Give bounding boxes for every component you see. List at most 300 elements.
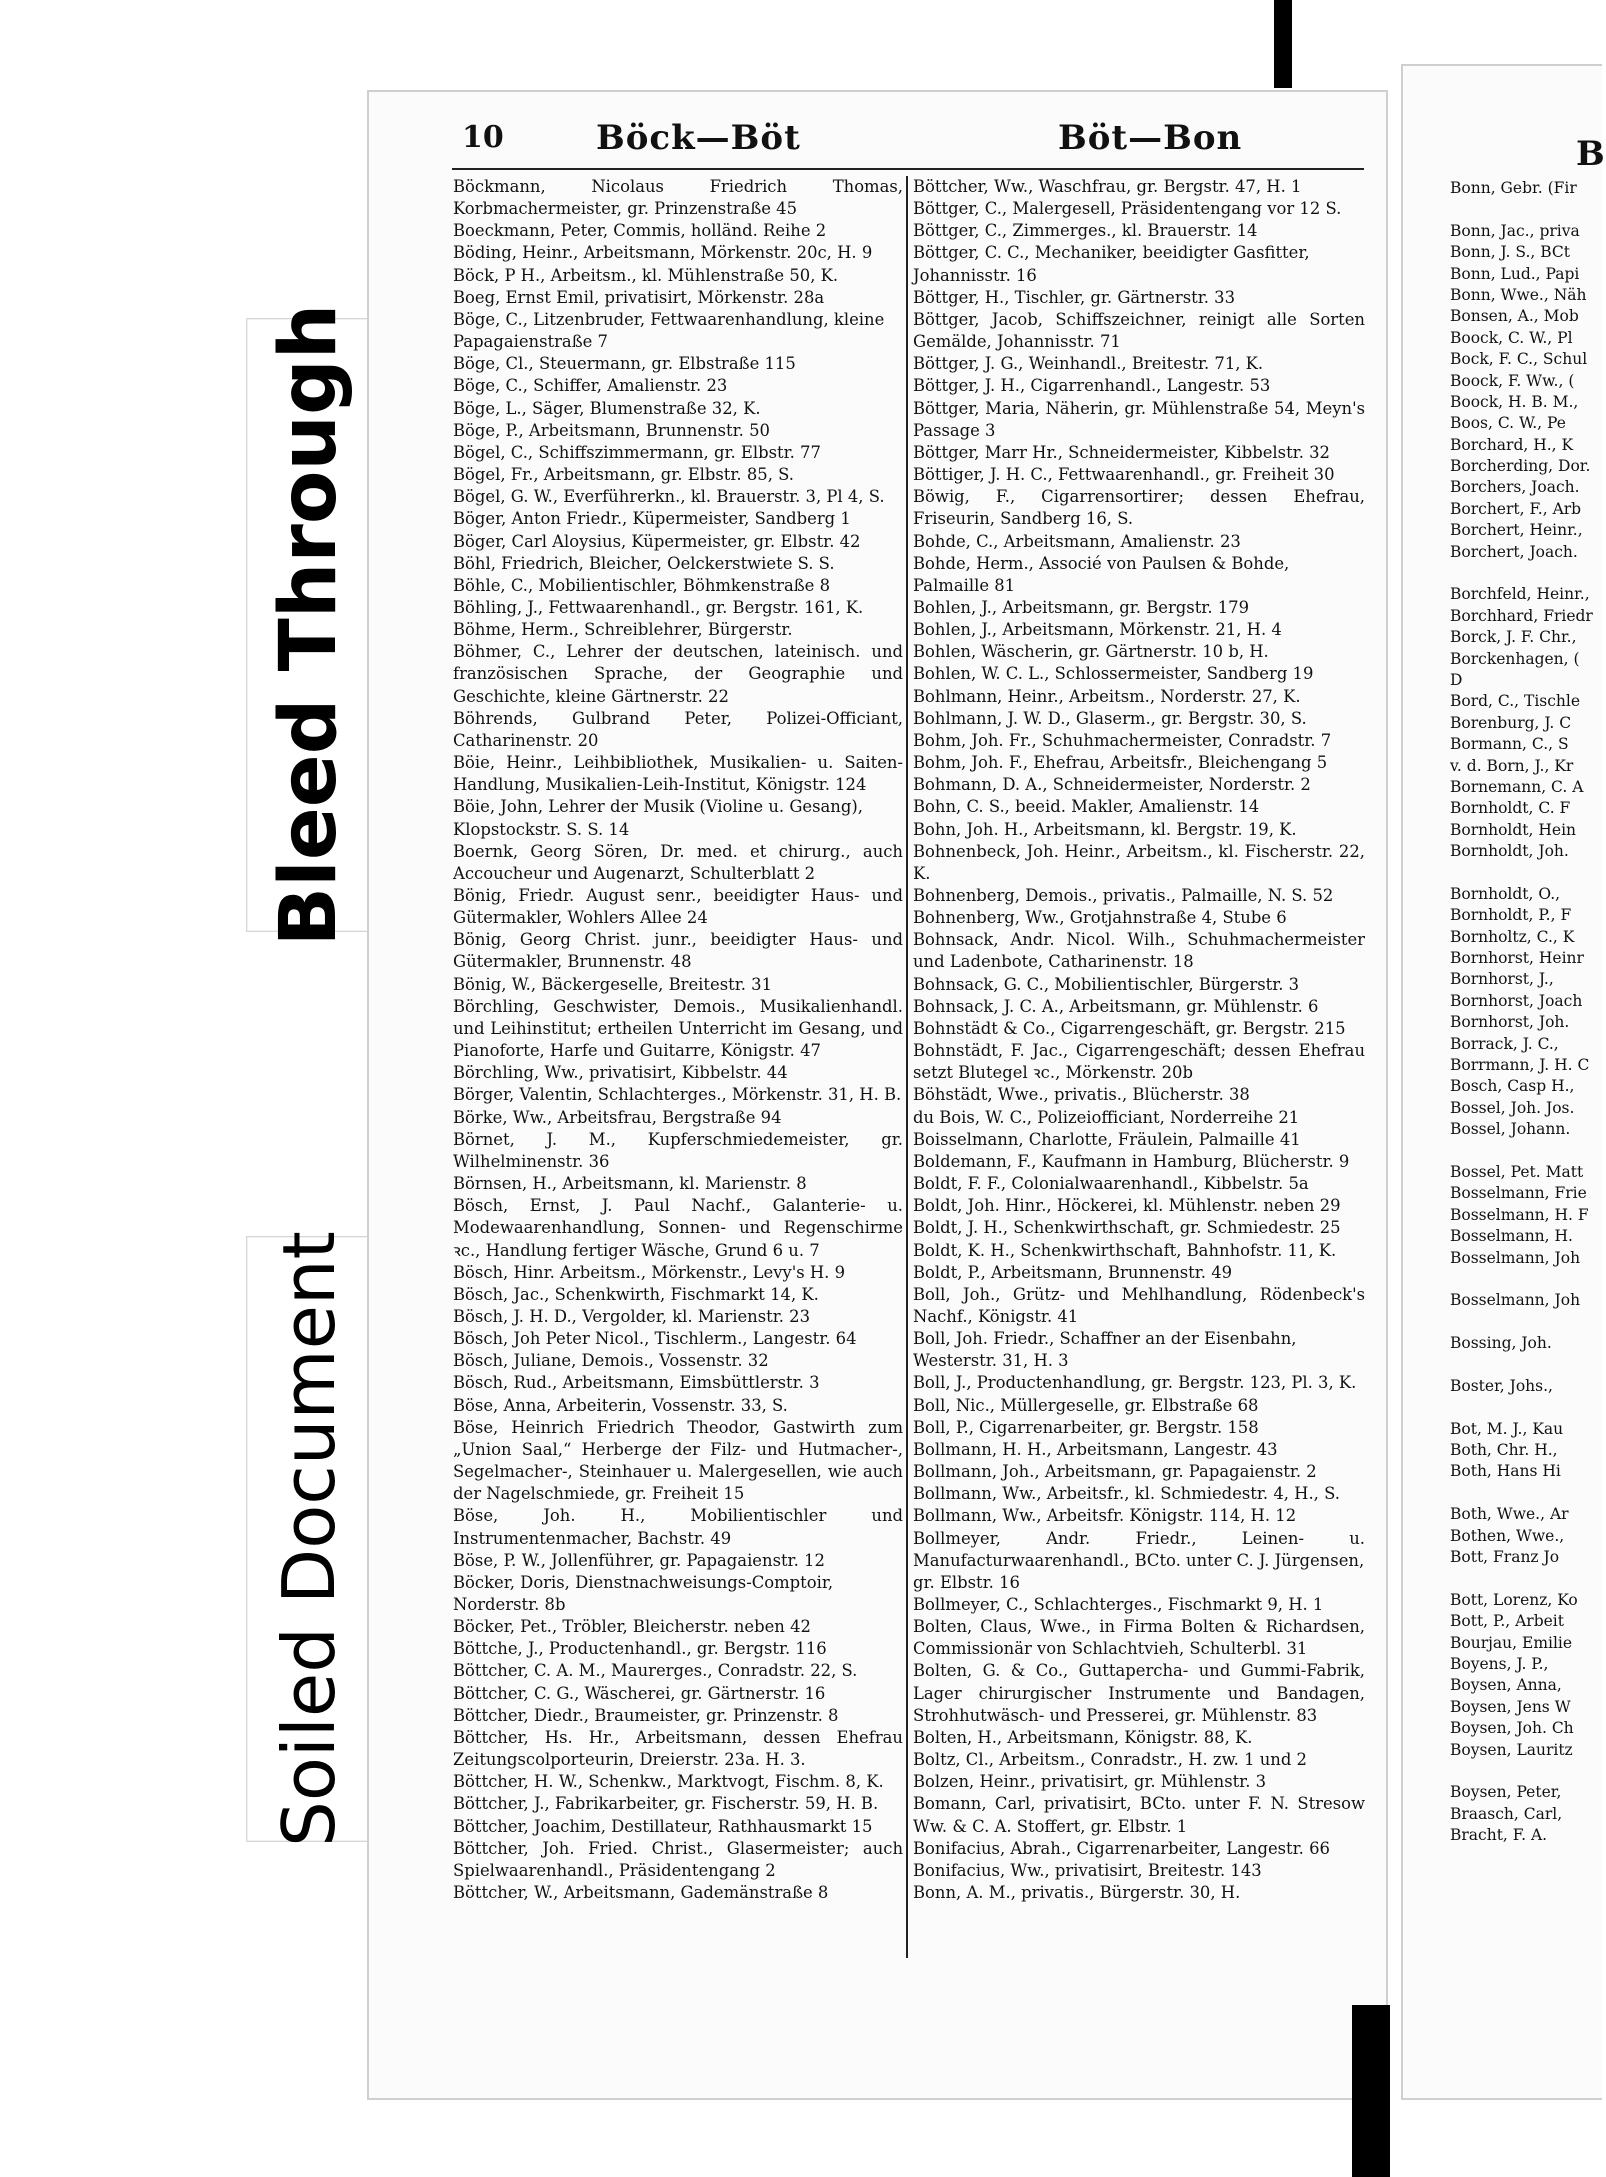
directory-entry [913, 974, 1365, 996]
truncated-entry: Bornholdt, P., F [1450, 906, 1572, 925]
truncated-entry: Bornhorst, Joach [1450, 991, 1583, 1010]
directory-entry [913, 907, 1365, 929]
entry-text: Bohlen, W. C. L., Schlossermeister, Sandberg 19 [913, 664, 1314, 684]
directory-entry [453, 309, 903, 331]
truncated-entry: Bornhorst, Heinr [1450, 949, 1584, 968]
directory-entry [913, 996, 1365, 1018]
entry-text: Böhle, C., Mobilientischler, Böhmkenstraße 8 [453, 575, 831, 595]
directory-entry [913, 1129, 1365, 1151]
directory-entry [453, 531, 903, 553]
truncated-entry: Bornhorst, J., [1450, 970, 1554, 989]
directory-column-middle [913, 176, 1365, 1958]
entry-text: Böttcher, Joh. Fried. Christ., Glasermeister; auch Spielwaarenhandl., Präsidentengang 2 [453, 1838, 903, 1880]
entry-text: Böwig, F., Cigarrensortirer; dessen Ehefrau, Friseurin, Sandberg 16, S. [913, 487, 1365, 529]
entry-text: Bolten, Claus, Wwe., in Firma Bolten & Richardsen, Commissionär von Schlachtvieh, Schulterbl. 31 [913, 1617, 1365, 1659]
truncated-entry: Boysen, Anna, [1450, 1676, 1562, 1695]
entry-text: Böse, Heinrich Friedrich Theodor, Gastwirth zum „Union Saal,“ Herberge der Filz- und Hutmacher-, Segelmacher-, Steinhauer u. Malergesellen, wie auch der Nagelschmiede, gr. Freiheit 15 [453, 1417, 903, 1504]
directory-entry [453, 1372, 903, 1394]
directory-entry [913, 220, 1365, 242]
entry-text: Böge, L., Säger, Blumenstraße 32, K. [453, 398, 761, 418]
truncated-entry: Bott, Franz Jo [1450, 1548, 1560, 1566]
directory-entry [913, 1262, 1365, 1284]
entry-text: Börger, Valentin, Schlachterges., Mörkenstr. 31, H. B. [453, 1085, 902, 1105]
entry-text: Böge, Cl., Steuermann, gr. Elbstraße 115 [453, 354, 796, 374]
column-divider [906, 176, 908, 1958]
entry-text: Böttcher, C. G., Wäscherei, gr. Gärtnerstr. 16 [453, 1683, 826, 1703]
entry-text: Bönig, Friedr. August senr., beeidigter Haus- und Gütermakler, Wohlers Allee 24 [453, 886, 903, 928]
directory-entry [913, 464, 1365, 486]
directory-entry [913, 1328, 1365, 1350]
entry-text: Böttger, Marr Hr., Schneidermeister, Kibbelstr. 32 [913, 442, 1330, 462]
directory-entry [913, 1461, 1365, 1483]
entry-text: Böttiger, J. H. C., Fettwaarenhandl., gr. Freiheit 30 [913, 465, 1335, 485]
directory-entry [453, 1550, 903, 1572]
entry-text: Bolten, H., Arbeitsmann, Königstr. 88, K. [913, 1727, 1253, 1747]
truncated-entry [1450, 1141, 1600, 1162]
running-head-next-page: B [1576, 134, 1606, 174]
truncated-entry: Both, Hans Hi [1450, 1462, 1561, 1481]
directory-entry [913, 242, 1365, 264]
truncated-entry: Borcherding, Dor. [1450, 457, 1591, 476]
truncated-entry: Bossel, Joh. Jos. [1450, 1098, 1575, 1117]
directory-entry [453, 1262, 903, 1284]
truncated-entry: Boysen, Joh. Ch [1450, 1719, 1574, 1738]
entry-text: Boldemann, F., Kaufmann in Hamburg, Blücherstr. 9 [913, 1151, 1350, 1171]
directory-entry [913, 398, 1365, 442]
directory-entry [453, 1129, 903, 1173]
truncated-entry: Borchhard, Friedr [1450, 606, 1593, 625]
truncated-entry: Bothen, Wwe., [1450, 1526, 1565, 1545]
directory-entry [913, 796, 1365, 818]
truncated-entry: Bossel, Pet. Matt [1450, 1162, 1584, 1181]
directory-entry [453, 619, 903, 641]
truncated-entry: Bornholdt, Joh. [1450, 842, 1569, 861]
entry-text: Bösch, Jac., Schenkwirth, Fischmarkt 14, K. [453, 1284, 819, 1304]
directory-entry [453, 1638, 903, 1660]
directory-entry [453, 1683, 903, 1705]
entry-text: Böhme, Herm., Schreiblehrer, Bürgerstr. [453, 620, 793, 640]
entry-text: Bohde, C., Arbeitsmann, Amalienstr. 23 [913, 531, 1241, 551]
truncated-entry: v. d. Born, J., Kr [1450, 756, 1574, 775]
truncated-entry: Bormann, C., S [1450, 735, 1569, 754]
entry-text: Böttger, J. G., Weinhandl., Breitestr. 71, K. [913, 354, 1264, 374]
directory-entry [913, 819, 1365, 841]
truncated-entry: Bossing, Joh. [1450, 1334, 1552, 1353]
directory-entry [453, 420, 903, 442]
entry-text: Böck, P H., Arbeitsm., kl. Mühlenstraße 50, K. [453, 265, 839, 285]
entry-text: Böttche, J., Productenhandl., gr. Bergstr. 116 [453, 1639, 827, 1659]
truncated-entry [1450, 1483, 1600, 1504]
entry-text: Böttcher, Ww., Waschfrau, gr. Bergstr. 47, H. 1 [913, 177, 1302, 196]
directory-entry [453, 974, 903, 996]
entry-text: Böse, P. W., Jollenführer, gr. Papagaienstr. 12 [453, 1550, 825, 1570]
entry-text: Boldt, Joh. Hinr., Höckerei, kl. Mühlenstr. neben 29 [913, 1196, 1341, 1216]
entry-text: Böttger, C., Zimmerges., kl. Brauerstr. 14 [913, 221, 1258, 241]
truncated-entry: Bosselmann, H. F [1450, 1205, 1589, 1224]
entry-text: Bohn, Joh. H., Arbeitsmann, kl. Bergstr. 19, K. [913, 819, 1297, 839]
directory-entry [453, 1660, 903, 1682]
directory-entry [453, 1107, 903, 1129]
truncated-entry: Borchard, H., K [1450, 435, 1574, 454]
entry-text: Bonn, A. M., privatis., Bürgerstr. 30, H. [913, 1883, 1241, 1903]
entry-text: Boisselmann, Charlotte, Fräulein, Palmaille 41 [913, 1129, 1301, 1149]
directory-entry [913, 1217, 1365, 1239]
truncated-entry: Bonn, Gebr. (Fir [1450, 179, 1577, 197]
truncated-entry [1450, 563, 1600, 584]
running-head-left: Böck—Böt [596, 118, 801, 158]
entry-continuation: Klopstockstr. S. S. 14 [453, 819, 630, 839]
entry-text: Boll, P., Cigarrenarbeiter, gr. Bergstr. 158 [913, 1417, 1259, 1437]
directory-entry [913, 375, 1365, 397]
entry-text: Böge, C., Litzenbruder, Fettwaarenhandlung, kleine [453, 309, 885, 329]
entry-text: Börchling, Geschwister, Demois., Musikalienhandl. und Leihinstitut; ertheilen Unterricht im Gesang, und Pianoforte, Harfe und Guitarre, Königstr. 47 [453, 996, 903, 1061]
header-rule [452, 168, 1364, 170]
directory-entry [453, 996, 903, 1062]
truncated-entry: Bornemann, C. A [1450, 777, 1584, 796]
directory-entry [453, 1173, 903, 1195]
truncated-entry: Bonn, Jac., priva [1450, 221, 1580, 240]
directory-entry [453, 1838, 903, 1882]
truncated-entry: Borckenhagen, ( [1450, 649, 1580, 668]
directory-entry [453, 287, 903, 309]
entry-text: Böttcher, H. W., Schenkw., Marktvogt, Fischm. 8, K. [453, 1772, 884, 1792]
entry-text: Böhling, J., Fettwaarenhandl., gr. Bergstr. 161, K. [453, 597, 864, 617]
directory-entry [453, 353, 903, 375]
directory-entry [913, 1594, 1365, 1616]
truncated-entry: Bock, F. C., Schul [1450, 350, 1588, 369]
bleed-through-tab [246, 303, 372, 947]
entry-text: Böttger, H., Tischler, gr. Gärtnerstr. 33 [913, 287, 1236, 307]
entry-continuation: Norderstr. 8b [453, 1595, 566, 1614]
directory-entry [913, 885, 1365, 907]
truncated-entry: Borck, J. F. Chr., [1450, 628, 1577, 647]
entry-text: Bönig, W., Bäckergeselle, Breitestr. 31 [453, 974, 773, 994]
entry-text: Böge, P., Arbeitsmann, Brunnenstr. 50 [453, 420, 770, 440]
entry-text: Bohm, Joh. Fr., Schuhmachermeister, Conradstr. 7 [913, 730, 1332, 750]
entry-text: Böie, John, Lehrer der Musik (Violine u. Gesang), [453, 797, 863, 817]
truncated-entry: Bonn, J. S., BCt [1450, 243, 1571, 262]
entry-text: Boll, J., Productenhandlung, gr. Bergstr. 123, Pl. 3, K. [913, 1373, 1357, 1393]
truncated-entry: Braasch, Carl, [1450, 1804, 1563, 1823]
directory-entry [453, 1771, 903, 1793]
truncated-entry: Borrack, J. C., [1450, 1034, 1559, 1053]
directory-entry [913, 553, 1365, 575]
directory-entry [913, 929, 1365, 973]
truncated-entry: Both, Wwe., Ar [1450, 1505, 1569, 1524]
entry-text: Böhrends, Gulbrand Peter, Polizei-Officiant, Catharinenstr. 20 [453, 708, 903, 750]
truncated-entry: Bourjau, Emilie [1450, 1633, 1573, 1652]
directory-entry [913, 1860, 1365, 1882]
truncated-entry: Boos, C. W., Pe [1450, 414, 1566, 433]
entry-text: Boernk, Georg Sören, Dr. med. et chirurg., auch Accoucheur und Augenarzt, Schulterblatt 2 [453, 841, 903, 883]
entry-text: Boll, Joh., Grütz- und Mehlhandlung, Rödenbeck's Nachf., Königstr. 41 [913, 1284, 1365, 1326]
directory-entry [453, 508, 903, 530]
directory-entry [913, 531, 1365, 553]
entry-text: du Bois, W. C., Polizeiofficiant, Norderreihe 21 [913, 1107, 1300, 1127]
entry-text: Bollmeyer, Andr. Friedr., Leinen- u. Manufacturwaarenhandl., BCto. unter C. J. Jürgensen, [913, 1528, 1365, 1570]
directory-entry [913, 1882, 1365, 1904]
truncated-entry [1450, 199, 1600, 220]
running-head-right: Böt—Bon [1058, 118, 1243, 158]
truncated-entry: Boock, F. Ww., ( [1450, 371, 1575, 390]
entry-text: Boldt, P., Arbeitsmann, Brunnenstr. 49 [913, 1262, 1233, 1282]
entry-text: Bohlen, J., Arbeitsmann, gr. Bergstr. 179 [913, 597, 1250, 617]
directory-entry [913, 353, 1365, 375]
entry-text: Bohlmann, Heinr., Arbeitsm., Norderstr. 27, K. [913, 686, 1301, 706]
directory-entry [453, 1705, 903, 1727]
entry-text: Bohnenberg, Demois., privatis., Palmaille, N. S. 52 [913, 886, 1334, 905]
bleed-through-label: Bleed Through [264, 303, 354, 947]
entry-text: Bönig, Georg Christ. junr., beeidigter Haus- und Gütermakler, Brunnenstr. 48 [453, 930, 903, 972]
entry-text: Boll, Joh. Friedr., Schaffner an der Eisenbahn, [913, 1329, 1297, 1349]
truncated-entry: Bonsen, A., Mob [1450, 307, 1579, 326]
entry-text: Bohlen, J., Arbeitsmann, Mörkenstr. 21, H. 4 [913, 620, 1282, 640]
directory-entry [453, 1816, 903, 1838]
entry-text: Bösch, Hinr. Arbeitsm., Mörkenstr., Levy's H. 9 [453, 1262, 846, 1282]
directory-entry [913, 1018, 1365, 1040]
truncated-entry [1450, 1761, 1600, 1782]
entry-text: Böttger, J. H., Cigarrenhandl., Langestr. 53 [913, 376, 1271, 396]
truncated-entry: Bornholdt, C. F [1450, 799, 1571, 818]
directory-entry [453, 265, 903, 287]
directory-entry [913, 1771, 1365, 1793]
directory-entry [913, 730, 1365, 752]
entry-text: Boltz, Cl., Arbeitsm., Conradstr., H. zw. 1 und 2 [913, 1750, 1307, 1770]
directory-entry [913, 1439, 1365, 1461]
entry-text: Böcker, Pet., Tröbler, Bleicherstr. neben 42 [453, 1617, 811, 1637]
directory-entry [913, 1372, 1365, 1394]
directory-entry [453, 1328, 903, 1350]
directory-entry [453, 1616, 903, 1638]
entry-text: Boldt, K. H., Schenkwirthschaft, Bahnhofstr. 11, K. [913, 1240, 1337, 1260]
truncated-entry: Boysen, Lauritz [1450, 1740, 1573, 1759]
entry-text: Böse, Joh. H., Mobilientischler und Instrumentenmacher, Bachstr. 49 [453, 1506, 903, 1548]
entry-text: Bohnstädt & Co., Cigarrengeschäft, gr. Bergstr. 215 [913, 1018, 1346, 1038]
entry-text: Bösch, Juliane, Demois., Vossenstr. 32 [453, 1351, 769, 1371]
directory-entry [453, 442, 903, 464]
truncated-entry [1450, 1269, 1600, 1290]
entry-text: Bohlen, Wäscherin, gr. Gärtnerstr. 10 b, H. [913, 642, 1269, 662]
entry-text: Börnet, J. M., Kupferschmiedemeister, gr. Wilhelminenstr. 36 [453, 1129, 903, 1171]
truncated-entry: Both, Chr. H., [1450, 1441, 1558, 1460]
entry-text: Bohnsack, G. C., Mobilientischler, Bürgerstr. 3 [913, 974, 1300, 994]
soiled-document-label: Soiled Document [267, 1231, 351, 1847]
truncated-entry: Bosselmann, Frie [1450, 1184, 1587, 1203]
entry-text: Bomann, Carl, privatisirt, BCto. unter F. N. Stresow Ww. & C. A. Stoffert, gr. Elbstr. 1 [913, 1794, 1365, 1836]
entry-text: Böttcher, Diedr., Braumeister, gr. Prinzenstr. 8 [453, 1705, 839, 1725]
entry-text: Bolten, G. & Co., Guttapercha- und Gummi-Fabrik, Lager chirurgischer Instrumente und Bandagen, Strohhutwäsch- und Presserei, gr. Mühlenstr. 83 [913, 1661, 1365, 1725]
directory-entry [453, 597, 903, 619]
directory-entry [453, 1727, 903, 1771]
entry-continuation: gr. Elbstr. 16 [913, 1572, 1020, 1592]
entry-text: Bohde, Herm., Associé von Paulsen & Bohde, [913, 553, 1290, 573]
directory-entry [913, 1749, 1365, 1771]
directory-column-next-page [1450, 178, 1600, 1938]
directory-entry [453, 575, 903, 597]
directory-entry [913, 597, 1365, 619]
entry-continuation: Westerstr. 31, H. 3 [913, 1351, 1069, 1371]
entry-text: Bollmann, Ww., Arbeitsfr. Königstr. 114, H. 12 [913, 1506, 1297, 1526]
truncated-entry: Bonn, Wwe., Näh [1450, 285, 1587, 304]
directory-entry [913, 287, 1365, 309]
directory-entry [913, 1395, 1365, 1417]
truncated-entry: Bonn, Lud., Papi [1450, 264, 1580, 283]
truncated-entry: Bott, Lorenz, Ko [1450, 1590, 1578, 1609]
directory-entry [913, 619, 1365, 641]
directory-entry [453, 486, 903, 508]
directory-entry [453, 841, 903, 885]
directory-entry [453, 929, 903, 973]
directory-entry [913, 1151, 1365, 1173]
entry-text: Böttger, Jacob, Schiffszeichner, reinigt alle Sorten Gemälde, Johannisstr. 71 [913, 309, 1365, 352]
directory-entry [453, 176, 903, 220]
bottom-black-strip [1352, 2005, 1390, 2177]
entry-text: Bollmeyer, C., Schlachterges., Fischmarkt 9, H. 1 [913, 1595, 1324, 1614]
entry-text: Börchling, Ww., privatisirt, Kibbelstr. 44 [453, 1063, 788, 1083]
truncated-entry: Borchers, Joach. [1450, 478, 1580, 497]
directory-entry [913, 176, 1365, 198]
entry-text: Bösch, J. H. D., Vergolder, kl. Marienstr. 23 [453, 1306, 811, 1326]
directory-entry [913, 1616, 1365, 1660]
entry-text: Börnsen, H., Arbeitsmann, kl. Marienstr. 8 [453, 1174, 807, 1194]
directory-entry [453, 220, 903, 242]
directory-entry [913, 1483, 1365, 1505]
directory-entry [913, 1173, 1365, 1195]
truncated-entry: Borrmann, J. H. C [1450, 1056, 1590, 1075]
entry-text: Bohmann, D. A., Schneidermeister, Norderstr. 2 [913, 775, 1311, 795]
directory-entry [913, 1505, 1365, 1527]
directory-entry [453, 1084, 903, 1106]
entry-text: Bohnenberg, Ww., Grotjahnstraße 4, Stube 6 [913, 908, 1287, 928]
truncated-entry: Borenburg, J. C [1450, 713, 1572, 732]
truncated-entry [1450, 1568, 1600, 1589]
directory-entry [913, 1084, 1365, 1106]
directory-entry [913, 686, 1365, 708]
entry-text: Bögel, Fr., Arbeitsmann, gr. Elbstr. 85, S. [453, 465, 794, 485]
entry-text: Boldt, F. F., Colonialwaarenhandl., Kibbelstr. 5a [913, 1174, 1309, 1194]
directory-entry [453, 752, 903, 796]
top-black-strip [1274, 0, 1292, 88]
directory-entry [453, 1395, 903, 1417]
directory-entry [913, 663, 1365, 685]
entry-text: Bollmann, Ww., Arbeitsfr., kl. Schmiedestr. 4, H., S. [913, 1484, 1340, 1504]
entry-continuation: Papagaienstraße 7 [453, 332, 608, 352]
truncated-entry: Boyens, J. P., [1450, 1654, 1549, 1673]
directory-entry [453, 1350, 903, 1372]
truncated-entry: Boysen, Peter, [1450, 1783, 1562, 1802]
entry-text: Bögel, C., Schiffszimmermann, gr. Elbstr. 77 [453, 442, 821, 462]
directory-entry [453, 242, 903, 264]
entry-text: Böttger, C. C., Mechaniker, beeidigter Gasfitter, [913, 243, 1310, 263]
truncated-entry: Bot, M. J., Kau [1450, 1419, 1564, 1438]
truncated-entry: Bosselmann, Joh [1450, 1248, 1581, 1267]
truncated-entry: Boock, C. W., Pl [1450, 328, 1573, 347]
truncated-entry: Bosch, Casp H., [1450, 1077, 1575, 1096]
entry-text: Böcker, Doris, Dienstnachweisungs-Comptoir, [453, 1572, 834, 1592]
page-number: 10 [462, 120, 504, 155]
directory-entry [913, 1040, 1365, 1084]
directory-entry [453, 1505, 903, 1549]
truncated-entry: Bord, C., Tischle [1450, 692, 1581, 711]
entry-text: Böttcher, W., Arbeitsmann, Gademänstraße 8 [453, 1883, 829, 1903]
directory-entry [913, 774, 1365, 796]
directory-column-left [453, 176, 903, 1958]
truncated-entry [1450, 1312, 1600, 1333]
directory-entry [913, 1417, 1365, 1439]
directory-entry [453, 796, 903, 818]
directory-entry [913, 1793, 1365, 1837]
entry-text: Bohnsack, J. C. A., Arbeitsmann, gr. Mühlenstr. 6 [913, 996, 1319, 1016]
entry-text: Boldt, J. H., Schenkwirthschaft, gr. Schmiedestr. 25 [913, 1218, 1341, 1238]
truncated-entry: Boster, Johs., [1450, 1376, 1553, 1395]
entry-text: Boeg, Ernst Emil, privatisirt, Mörkenstr. 28a [453, 287, 825, 307]
directory-entry [453, 708, 903, 752]
directory-entry [453, 398, 903, 420]
truncated-entry: Bracht, F. A. [1450, 1826, 1548, 1845]
entry-text: Bohm, Joh. F., Ehefrau, Arbeitsfr., Bleichengang 5 [913, 753, 1328, 773]
directory-entry [913, 1107, 1365, 1129]
entry-text: Böckmann, Nicolaus Friedrich Thomas, Korbmachermeister, gr. Prinzenstraße 45 [453, 177, 903, 219]
entry-text: Böttcher, Hs. Hr., Arbeitsmann, dessen Ehefrau Zeitungscolporteurin, Dreierstr. 23a. H. 3. [453, 1727, 903, 1770]
directory-entry [913, 1727, 1365, 1749]
truncated-entry: Bosselmann, Joh [1450, 1291, 1581, 1310]
entry-text: Böhstädt, Wwe., privatis., Blücherstr. 38 [913, 1085, 1250, 1105]
entry-text: Boeckmann, Peter, Commis, holländ. Reihe 2 [453, 221, 827, 241]
truncated-entry: Borchfeld, Heinr., [1450, 585, 1590, 604]
entry-text: Bösch, Joh Peter Nicol., Tischlerm., Langestr. 64 [453, 1329, 857, 1349]
truncated-entry: Boock, H. B. M., [1450, 392, 1579, 411]
truncated-entry: Bornholdt, O., [1450, 884, 1561, 903]
truncated-entry: Bornholtz, C., K [1450, 927, 1575, 946]
entry-text: Bohn, C. S., beeid. Makler, Amalienstr. 14 [913, 797, 1260, 817]
entry-text: Bolzen, Heinr., privatisirt, gr. Mühlenstr. 3 [913, 1772, 1267, 1792]
entry-text: Böhmer, C., Lehrer der deutschen, lateinisch. und französischen Sprache, der Geographie und Geschichte, kleine Gärtnerstr. 22 [453, 642, 903, 706]
truncated-entry: Bosselmann, H. [1450, 1227, 1573, 1246]
truncated-entry: Bornhorst, Joh. [1450, 1013, 1570, 1032]
directory-entry [913, 641, 1365, 663]
truncated-entry: Bott, P., Arbeit [1450, 1612, 1564, 1631]
directory-entry [913, 1240, 1365, 1262]
directory-entry [453, 464, 903, 486]
directory-entry [453, 885, 903, 929]
entry-text: Bohnstädt, F. Jac., Cigarrengeschäft; dessen Ehefrau setzt Blutegel ꝛc., Mörkenstr. 20b [913, 1041, 1365, 1083]
entry-text: Böttcher, J., Fabrikarbeiter, gr. Fischerstr. 59, H. B. [453, 1794, 879, 1814]
entry-continuation: Johannisstr. 16 [913, 265, 1037, 285]
entry-text: Böie, Heinr., Leihbibliothek, Musikalien- u. Saiten-Handlung, Musikalien-Leih-Institut, Königstr. 124 [453, 753, 903, 795]
entry-text: Boll, Nic., Müllergeselle, gr. Elbstraße 68 [913, 1395, 1259, 1415]
directory-entry [913, 1284, 1365, 1328]
entry-text: Böttger, Maria, Näherin, gr. Mühlenstraße 54, Meyn's Passage 3 [913, 398, 1365, 440]
directory-entry [453, 1062, 903, 1084]
entry-text: Böger, Anton Friedr., Küpermeister, Sandberg 1 [453, 509, 851, 529]
truncated-entry: D [1450, 670, 1463, 689]
directory-entry [913, 1838, 1365, 1860]
entry-text: Böge, C., Schiffer, Amalienstr. 23 [453, 376, 728, 396]
directory-entry [453, 553, 903, 575]
directory-entry [913, 708, 1365, 730]
directory-entry [913, 841, 1365, 885]
entry-text: Bögel, G. W., Everführerkn., kl. Brauerstr. 3, Pl 4, S. [453, 487, 885, 507]
directory-entry [453, 1417, 903, 1506]
truncated-entry: Borchert, Joach. [1450, 542, 1578, 561]
entry-text: Bonifacius, Ww., privatisirt, Breitestr. 143 [913, 1860, 1262, 1880]
entry-text: Bollmann, Joh., Arbeitsmann, gr. Papagaienstr. 2 [913, 1462, 1317, 1482]
truncated-entry [1450, 1354, 1600, 1375]
directory-entry [913, 1195, 1365, 1217]
entry-text: Bohlmann, J. W. D., Glaserm., gr. Bergstr. 30, S. [913, 708, 1307, 728]
soiled-document-tab [246, 1231, 372, 1847]
entry-text: Böding, Heinr., Arbeitsmann, Mörkenstr. 20c, H. 9 [453, 243, 873, 263]
